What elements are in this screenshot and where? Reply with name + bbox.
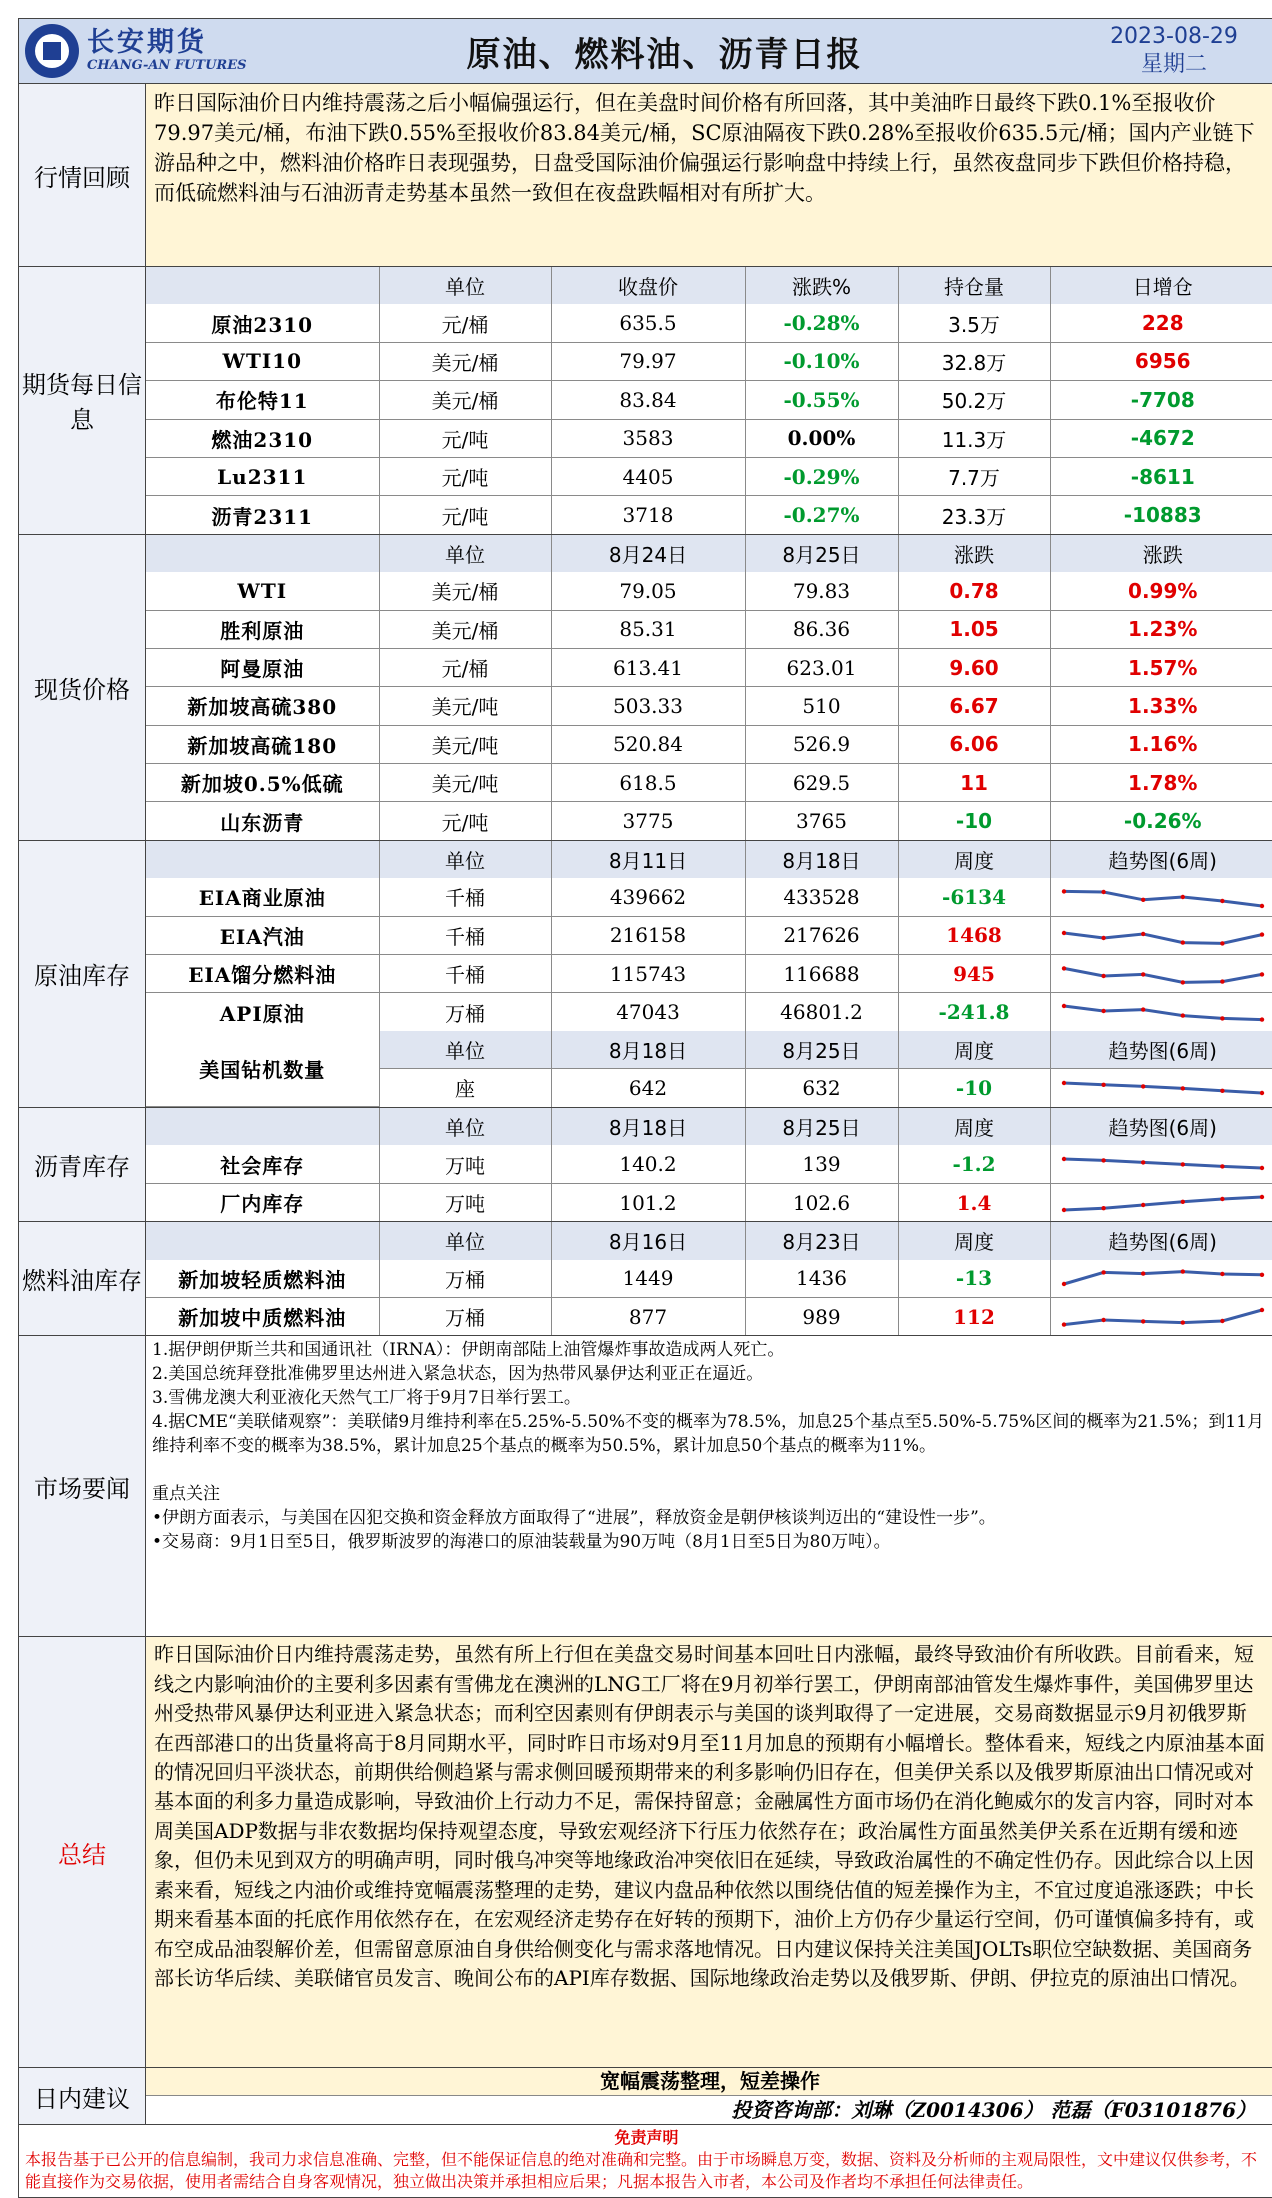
disclaimer-text: 本报告基于已公开的信息编制，我司力求信息准确、完整，但不能保证信息的绝对准确和完整。由于市场瞬息万变，数据、资料及分析师的主观局限性，文中建议仅供参考，不能直接作为交易依据，使用者需结合自身客观情况，独立做出决策并承担相应后果；凡据本报告入市者，本公司及作者均不承担任何法律责任。	[25, 2149, 1268, 2193]
inventory-value-b: 989	[745, 1298, 898, 1336]
col-header: 单位	[379, 1031, 551, 1069]
trend-point	[1220, 1272, 1224, 1276]
futures-row	[146, 419, 1272, 457]
price-change: 9.60	[898, 648, 1050, 686]
futures-row	[146, 342, 1272, 380]
inventory-value-a: 101.2	[551, 1183, 745, 1221]
open-interest: 7.7万	[898, 457, 1050, 495]
trend-sparkline	[1058, 1302, 1268, 1332]
section-label-review: 行情回顾	[19, 84, 146, 267]
unit: 千桶	[379, 955, 551, 993]
focus-item: •伊朗方面表示，与美国在囚犯交换和资金释放方面取得了“进展”，释放资金是朝伊核谈判迈出的“建设性一步”。	[152, 1506, 1268, 1530]
trend-cell	[1050, 955, 1272, 993]
col-header: 8月23日	[745, 1222, 898, 1259]
price-a: 618.5	[551, 764, 745, 802]
rig-unit: 座	[379, 1069, 551, 1107]
section-label-advice: 日内建议	[19, 2068, 146, 2125]
unit: 千桶	[379, 878, 551, 916]
open-interest: 11.3万	[898, 419, 1050, 457]
trend-point	[1180, 1086, 1184, 1090]
trend-line	[1064, 1310, 1262, 1325]
crude-inventory-table	[146, 841, 1272, 1107]
unit: 元/桶	[379, 648, 551, 686]
col-header: 周度	[898, 1108, 1050, 1145]
trend-line	[1064, 968, 1262, 982]
inventory-value-a: 216158	[551, 916, 745, 954]
price-b: 623.01	[745, 648, 898, 686]
inventory-name: EIA商业原油	[146, 878, 379, 916]
futures-row	[146, 457, 1272, 495]
trend-point	[1220, 1016, 1224, 1020]
price-change: 1.05	[898, 610, 1050, 648]
trend-point	[1101, 890, 1105, 894]
trend-line	[1064, 1159, 1262, 1168]
trend-point	[1260, 1018, 1264, 1022]
unit: 万桶	[379, 1260, 551, 1298]
price-b: 3765	[745, 802, 898, 840]
logo-en-text: CHANG-AN FUTURES	[87, 58, 247, 74]
trend-cell	[1050, 1183, 1272, 1221]
inventory-name: 厂内库存	[146, 1183, 379, 1221]
change-percent: -0.28%	[745, 304, 898, 342]
col-header: 8月16日	[551, 1222, 745, 1259]
trend-sparkline	[1058, 882, 1268, 912]
price-change: -10	[898, 802, 1050, 840]
trend-point	[1260, 972, 1264, 976]
weekly-change: -6134	[898, 878, 1050, 916]
unit: 千桶	[379, 916, 551, 954]
trend-point	[1180, 980, 1184, 984]
open-interest: 3.5万	[898, 304, 1050, 342]
price-change-percent: -0.26%	[1050, 802, 1272, 840]
inventory-value-b: 116688	[745, 955, 898, 993]
trend-point	[1260, 1091, 1264, 1095]
report-date: 2023-08-29	[1074, 23, 1272, 51]
futures-row	[146, 381, 1272, 419]
unit: 万吨	[379, 1145, 551, 1183]
col-header: 趋势图(6周)	[1050, 1222, 1272, 1259]
instrument-name: 燃油2310	[146, 419, 379, 457]
trend-point	[1260, 1194, 1264, 1198]
daily-oi-change: -10883	[1050, 496, 1272, 534]
rig-trend-cell	[1050, 1069, 1272, 1107]
news-item: 4.据CME“美联储观察”：美联储9月维持利率在5.25%-5.50%不变的概率为78.5%，加息25个基点至5.50%-5.75%区间的概率为21.5%；到11月维持利率不变的概率为38.5%，累计加息25个基点的概率为50.5%，累计加息50个基点的概率为11%。	[152, 1410, 1268, 1458]
trend-point	[1220, 899, 1224, 903]
fuel-inventory-row	[146, 1260, 1272, 1298]
summary-text: 昨日国际油价日内维持震荡走势，虽然有所上行但在美盘交易时间基本回吐日内涨幅，最终导致油价有所收跌。目前看来，短线之内影响油价的主要利多因素有雪佛龙在澳洲的LNG工厂将在9月初举行罢工，伊朗南部油管发生爆炸事件，美国佛罗里达州受热带风暴伊达利亚进入紧急状态；而利空因素则有伊朗表示与美国的谈判取得了一定进展，交易商数据显示9月初俄罗斯在西部港口的出货量将高于8月同期水平，同时昨日市场对9月至11月加息的预期有小幅增长。整体看来，短线之内原油基本面的情况回归平淡状态，前期供给侧趋紧与需求侧回暖预期带来的利多影响仍旧存在，但美伊关系以及俄罗斯原油出口情况或对基本面的利多力量造成影响，导致油价上行动力不足，需保持留意；金融属性方面市场仍在消化鲍威尔的发言内容，同时对本周美国ADP数据与非农数据均保持观望态度，导致宏观经济下行压力依然存在；政治属性方面虽然美伊关系在近期有缓和迹象，但仍未见到双方的明确声明，同时俄乌冲突等地缘政治冲突依旧在延续，导致政治属性的不确定性仍存。因此综合以上因素来看，短线之内油价或维持宽幅震荡整理的走势，建议内盘品种依然以围绕估值的短差操作为主，不宜过度追涨逐跌；中长期来看基本面的托底作用依然存在，在宏观经济走势存在好转的预期下，油价上方仍存少量运行空间，仍可谨慎偏多持有，或布空成品油裂解价差，但需留意原油自身供给侧变化与需求落地情况。日内建议保持关注美国JOLTs职位空缺数据、美国商务部长访华后续、美联储官员发言、晚间公布的API库存数据、国际地缘政治走势以及俄罗斯、伊朗、伊拉克的原油出口情况。	[146, 1637, 1272, 2067]
report-weekday: 星期二	[1074, 51, 1272, 79]
price-a: 520.84	[551, 725, 745, 763]
crude-inventory-row	[146, 916, 1272, 954]
trend-cell	[1050, 878, 1272, 916]
spot-row	[146, 687, 1272, 725]
trend-sparkline	[1058, 920, 1268, 950]
instrument-name: Lu2311	[146, 457, 379, 495]
crude-inventory-row	[146, 955, 1272, 993]
weekly-change: 112	[898, 1298, 1050, 1336]
inventory-name: 新加坡轻质燃料油	[146, 1260, 379, 1298]
section-label-asphalt-inventory: 沥青库存	[19, 1108, 146, 1222]
col-header: 单位	[379, 535, 551, 572]
price-a: 85.31	[551, 610, 745, 648]
inventory-value-a: 140.2	[551, 1145, 745, 1183]
trend-point	[1180, 1320, 1184, 1324]
spot-row	[146, 610, 1272, 648]
unit: 美元/吨	[379, 687, 551, 725]
inventory-value-b: 139	[745, 1145, 898, 1183]
asphalt-inventory-row	[146, 1145, 1272, 1183]
trend-point	[1180, 1270, 1184, 1274]
logo-cn-text: 长安期货	[87, 28, 247, 58]
close-price: 4405	[551, 457, 745, 495]
instrument-name: WTI10	[146, 342, 379, 380]
trend-point	[1141, 972, 1145, 976]
futures-row	[146, 304, 1272, 342]
section-label-futures: 期货每日信息	[19, 267, 146, 535]
col-header: 周度	[898, 1222, 1050, 1259]
weekly-change: 1.4	[898, 1183, 1050, 1221]
trend-line	[1064, 1006, 1262, 1020]
col-header: 收盘价	[551, 267, 745, 304]
col-header: 8月11日	[551, 841, 745, 878]
trend-point	[1141, 1272, 1145, 1276]
trend-point	[1220, 1088, 1224, 1092]
unit: 元/吨	[379, 457, 551, 495]
company-logo	[19, 24, 255, 78]
price-change: 0.78	[898, 572, 1050, 610]
trend-point	[1101, 1009, 1105, 1013]
section-label-fuel-inventory: 燃料油库存	[19, 1222, 146, 1336]
trend-line	[1064, 1272, 1262, 1284]
change-percent: -0.27%	[745, 496, 898, 534]
weekly-change: -13	[898, 1260, 1050, 1298]
trend-point	[1220, 1319, 1224, 1323]
weekly-change: -241.8	[898, 993, 1050, 1031]
open-interest: 50.2万	[898, 381, 1050, 419]
unit: 美元/吨	[379, 725, 551, 763]
price-b: 510	[745, 687, 898, 725]
unit: 元/桶	[379, 304, 551, 342]
trend-point	[1220, 1164, 1224, 1168]
trend-point	[1101, 1082, 1105, 1086]
inventory-value-a: 47043	[551, 993, 745, 1031]
inventory-name: EIA馏分燃料油	[146, 955, 379, 993]
consultant-info: 投资咨询部：刘琳（Z0014306） 范磊（F03101876）	[146, 2096, 1272, 2124]
price-change-percent: 1.57%	[1050, 648, 1272, 686]
price-a: 3775	[551, 802, 745, 840]
trend-point	[1141, 898, 1145, 902]
spot-name: 新加坡高硫180	[146, 725, 379, 763]
inventory-value-b: 46801.2	[745, 993, 898, 1031]
close-price: 3583	[551, 419, 745, 457]
trend-point	[1180, 1162, 1184, 1166]
price-a: 503.33	[551, 687, 745, 725]
col-header	[146, 535, 379, 572]
spot-row	[146, 802, 1272, 840]
disclaimer-title: 免责声明	[25, 2127, 1268, 2149]
trend-point	[1101, 1318, 1105, 1322]
trend-point	[1062, 1157, 1066, 1161]
trend-point	[1101, 1271, 1105, 1275]
col-header: 8月25日	[745, 1108, 898, 1145]
trend-point	[1101, 1206, 1105, 1210]
trend-sparkline	[1058, 959, 1268, 989]
trend-point	[1260, 1273, 1264, 1277]
trend-cell	[1050, 916, 1272, 954]
trend-line	[1064, 933, 1262, 943]
price-change-percent: 1.23%	[1050, 610, 1272, 648]
spot-name: 山东沥青	[146, 802, 379, 840]
trend-point	[1180, 941, 1184, 945]
asphalt-inventory-row	[146, 1183, 1272, 1221]
col-header: 涨跌	[1050, 535, 1272, 572]
trend-line	[1064, 891, 1262, 906]
trend-point	[1141, 1160, 1145, 1164]
daily-oi-change: 6956	[1050, 342, 1272, 380]
trend-point	[1180, 1014, 1184, 1018]
change-percent: -0.29%	[745, 457, 898, 495]
price-change-percent: 0.99%	[1050, 572, 1272, 610]
section-label-spot: 现货价格	[19, 534, 146, 840]
price-change-percent: 1.33%	[1050, 687, 1272, 725]
price-change-percent: 1.16%	[1050, 725, 1272, 763]
spot-name: 胜利原油	[146, 610, 379, 648]
trend-point	[1220, 979, 1224, 983]
trend-cell	[1050, 993, 1272, 1031]
change-percent: 0.00%	[745, 419, 898, 457]
trend-point	[1062, 1322, 1066, 1326]
change-percent: -0.55%	[745, 381, 898, 419]
fuel-inventory-table	[146, 1222, 1272, 1335]
trend-point	[1260, 1308, 1264, 1312]
col-header: 持仓量	[898, 267, 1050, 304]
trend-point	[1062, 1207, 1066, 1211]
trend-point	[1062, 931, 1066, 935]
trend-point	[1141, 1084, 1145, 1088]
col-header: 8月25日	[745, 1031, 898, 1069]
col-header: 涨跌%	[745, 267, 898, 304]
focus-item: •交易商：9月1日至5日，俄罗斯波罗的海港口的原油装载量为90万吨（8月1日至5日为80万吨）。	[152, 1530, 1268, 1554]
trend-sparkline	[1058, 1263, 1268, 1293]
col-header: 8月25日	[745, 535, 898, 572]
open-interest: 23.3万	[898, 496, 1050, 534]
unit: 元/吨	[379, 802, 551, 840]
rig-value-b: 632	[745, 1069, 898, 1107]
trend-point	[1101, 974, 1105, 978]
crude-inventory-row	[146, 993, 1272, 1031]
unit: 美元/桶	[379, 342, 551, 380]
col-header: 周度	[898, 841, 1050, 878]
rig-trend-sparkline	[1058, 1073, 1268, 1103]
col-header: 8月18日	[551, 1108, 745, 1145]
col-header: 趋势图(6周)	[1050, 841, 1272, 878]
disclaimer-block	[19, 2125, 1272, 2197]
spot-row	[146, 764, 1272, 802]
daily-oi-change: -4672	[1050, 419, 1272, 457]
review-text: 昨日国际油价日内维持震荡之后小幅偏强运行，但在美盘时间价格有所回落，其中美油昨日最终下跌0.1%至报收价79.97美元/桶，布油下跌0.55%至报收价83.84美元/桶，SC原油隔夜下跌0.28%至报收价635.5元/桶；国内产业链下游品种之中，燃料油价格昨日表现强势，日盘受国际油价偏强运行影响盘中持续上行，虽然夜盘同步下跌但价格持稳，而低硫燃料油与石油沥青走势基本虽然一致但在夜盘跌幅相对有所扩大。	[146, 84, 1272, 266]
inventory-name: 社会库存	[146, 1145, 379, 1183]
unit: 万吨	[379, 1183, 551, 1221]
news-item: 2.美国总统拜登批准佛罗里达州进入紧急状态，因为热带风暴伊达利亚正在逼近。	[152, 1362, 1268, 1386]
unit: 元/吨	[379, 496, 551, 534]
trend-cell	[1050, 1145, 1272, 1183]
trend-point	[1062, 889, 1066, 893]
unit: 美元/桶	[379, 572, 551, 610]
section-label-summary: 总结	[19, 1637, 146, 2068]
trend-point	[1141, 932, 1145, 936]
col-header: 趋势图(6周)	[1050, 1108, 1272, 1145]
close-price: 83.84	[551, 381, 745, 419]
trend-point	[1062, 1282, 1066, 1286]
daily-oi-change: 228	[1050, 304, 1272, 342]
trend-sparkline	[1058, 1149, 1268, 1179]
unit: 美元/桶	[379, 610, 551, 648]
inventory-value-b: 217626	[745, 916, 898, 954]
trend-point	[1220, 1196, 1224, 1200]
inventory-value-a: 115743	[551, 955, 745, 993]
section-label-crude-inventory: 原油库存	[19, 840, 146, 1107]
price-change: 6.06	[898, 725, 1050, 763]
trend-line	[1064, 1197, 1262, 1210]
trend-point	[1062, 1081, 1066, 1085]
price-a: 613.41	[551, 648, 745, 686]
col-header	[146, 1108, 379, 1145]
change-percent: -0.10%	[745, 342, 898, 380]
instrument-name: 布伦特11	[146, 381, 379, 419]
futures-table	[146, 267, 1272, 534]
trend-point	[1220, 942, 1224, 946]
trend-point	[1062, 1004, 1066, 1008]
trend-cell	[1050, 1260, 1272, 1298]
report-table	[18, 18, 1272, 2198]
col-header	[146, 267, 379, 304]
col-header: 单位	[379, 841, 551, 878]
daily-oi-change: -8611	[1050, 457, 1272, 495]
price-change-percent: 1.78%	[1050, 764, 1272, 802]
inventory-value-b: 433528	[745, 878, 898, 916]
spot-row	[146, 648, 1272, 686]
col-header: 日增仓	[1050, 267, 1272, 304]
rig-value-a: 642	[551, 1069, 745, 1107]
spot-name: WTI	[146, 572, 379, 610]
trend-point	[1260, 1166, 1264, 1170]
col-header: 涨跌	[898, 535, 1050, 572]
spot-row	[146, 725, 1272, 763]
col-header: 单位	[379, 1222, 551, 1259]
news-block	[146, 1336, 1272, 1636]
futures-row	[146, 496, 1272, 534]
instrument-name: 沥青2311	[146, 496, 379, 534]
trend-point	[1141, 1202, 1145, 1206]
news-item: 1.据伊朗伊斯兰共和国通讯社（IRNA）：伊朗南部陆上油管爆炸事故造成两人死亡。	[152, 1338, 1268, 1362]
inventory-value-a: 439662	[551, 878, 745, 916]
trend-sparkline	[1058, 997, 1268, 1027]
inventory-name: API原油	[146, 993, 379, 1031]
inventory-name: 新加坡中质燃料油	[146, 1298, 379, 1336]
report-header	[19, 19, 1272, 84]
price-b: 79.83	[745, 572, 898, 610]
col-header: 8月18日	[745, 841, 898, 878]
asphalt-inventory-table	[146, 1108, 1272, 1221]
trend-line	[1064, 1083, 1262, 1093]
focus-title: 重点关注	[152, 1482, 1268, 1506]
trend-point	[1062, 966, 1066, 970]
inventory-value-a: 1449	[551, 1260, 745, 1298]
col-header: 单位	[379, 1108, 551, 1145]
unit: 美元/吨	[379, 764, 551, 802]
trend-point	[1260, 904, 1264, 908]
logo-emblem-icon	[25, 24, 79, 78]
close-price: 3718	[551, 496, 745, 534]
weekly-change: -1.2	[898, 1145, 1050, 1183]
unit: 万桶	[379, 1298, 551, 1336]
report-title: 原油、燃料油、沥青日报	[255, 27, 1074, 76]
close-price: 79.97	[551, 342, 745, 380]
unit: 美元/桶	[379, 381, 551, 419]
inventory-value-b: 102.6	[745, 1183, 898, 1221]
spot-name: 阿曼原油	[146, 648, 379, 686]
inventory-value-b: 1436	[745, 1260, 898, 1298]
unit: 万桶	[379, 993, 551, 1031]
col-header	[146, 841, 379, 878]
col-header: 趋势图(6周)	[1050, 1031, 1272, 1069]
spot-name: 新加坡高硫380	[146, 687, 379, 725]
intraday-advice: 宽幅震荡整理，短差操作	[146, 2068, 1272, 2096]
fuel-inventory-row	[146, 1298, 1272, 1336]
section-label-news: 市场要闻	[19, 1336, 146, 1637]
daily-oi-change: -7708	[1050, 381, 1272, 419]
price-b: 86.36	[745, 610, 898, 648]
weekly-change: 1468	[898, 916, 1050, 954]
spot-row	[146, 572, 1272, 610]
trend-point	[1260, 933, 1264, 937]
inventory-value-a: 877	[551, 1298, 745, 1336]
price-change: 6.67	[898, 687, 1050, 725]
spot-table	[146, 535, 1272, 840]
trend-point	[1101, 1158, 1105, 1162]
open-interest: 32.8万	[898, 342, 1050, 380]
trend-sparkline	[1058, 1188, 1268, 1218]
close-price: 635.5	[551, 304, 745, 342]
trend-point	[1141, 1008, 1145, 1012]
trend-cell	[1050, 1298, 1272, 1336]
spot-name: 新加坡0.5%低硫	[146, 764, 379, 802]
weekly-change: 945	[898, 955, 1050, 993]
price-b: 629.5	[745, 764, 898, 802]
col-header: 周度	[898, 1031, 1050, 1069]
rig-change: -10	[898, 1069, 1050, 1107]
inventory-name: EIA汽油	[146, 916, 379, 954]
col-header: 8月18日	[551, 1031, 745, 1069]
instrument-name: 原油2310	[146, 304, 379, 342]
trend-point	[1141, 1319, 1145, 1323]
trend-point	[1180, 1199, 1184, 1203]
price-change: 11	[898, 764, 1050, 802]
rig-count-label: 美国钻机数量	[146, 1031, 379, 1107]
news-item: 3.雪佛龙澳大利亚液化天然气工厂将于9月7日举行罢工。	[152, 1386, 1268, 1410]
trend-point	[1101, 936, 1105, 940]
col-header	[146, 1222, 379, 1259]
price-b: 526.9	[745, 725, 898, 763]
crude-inventory-row	[146, 878, 1272, 916]
price-a: 79.05	[551, 572, 745, 610]
unit: 元/吨	[379, 419, 551, 457]
trend-point	[1180, 895, 1184, 899]
col-header: 8月24日	[551, 535, 745, 572]
col-header: 单位	[379, 267, 551, 304]
